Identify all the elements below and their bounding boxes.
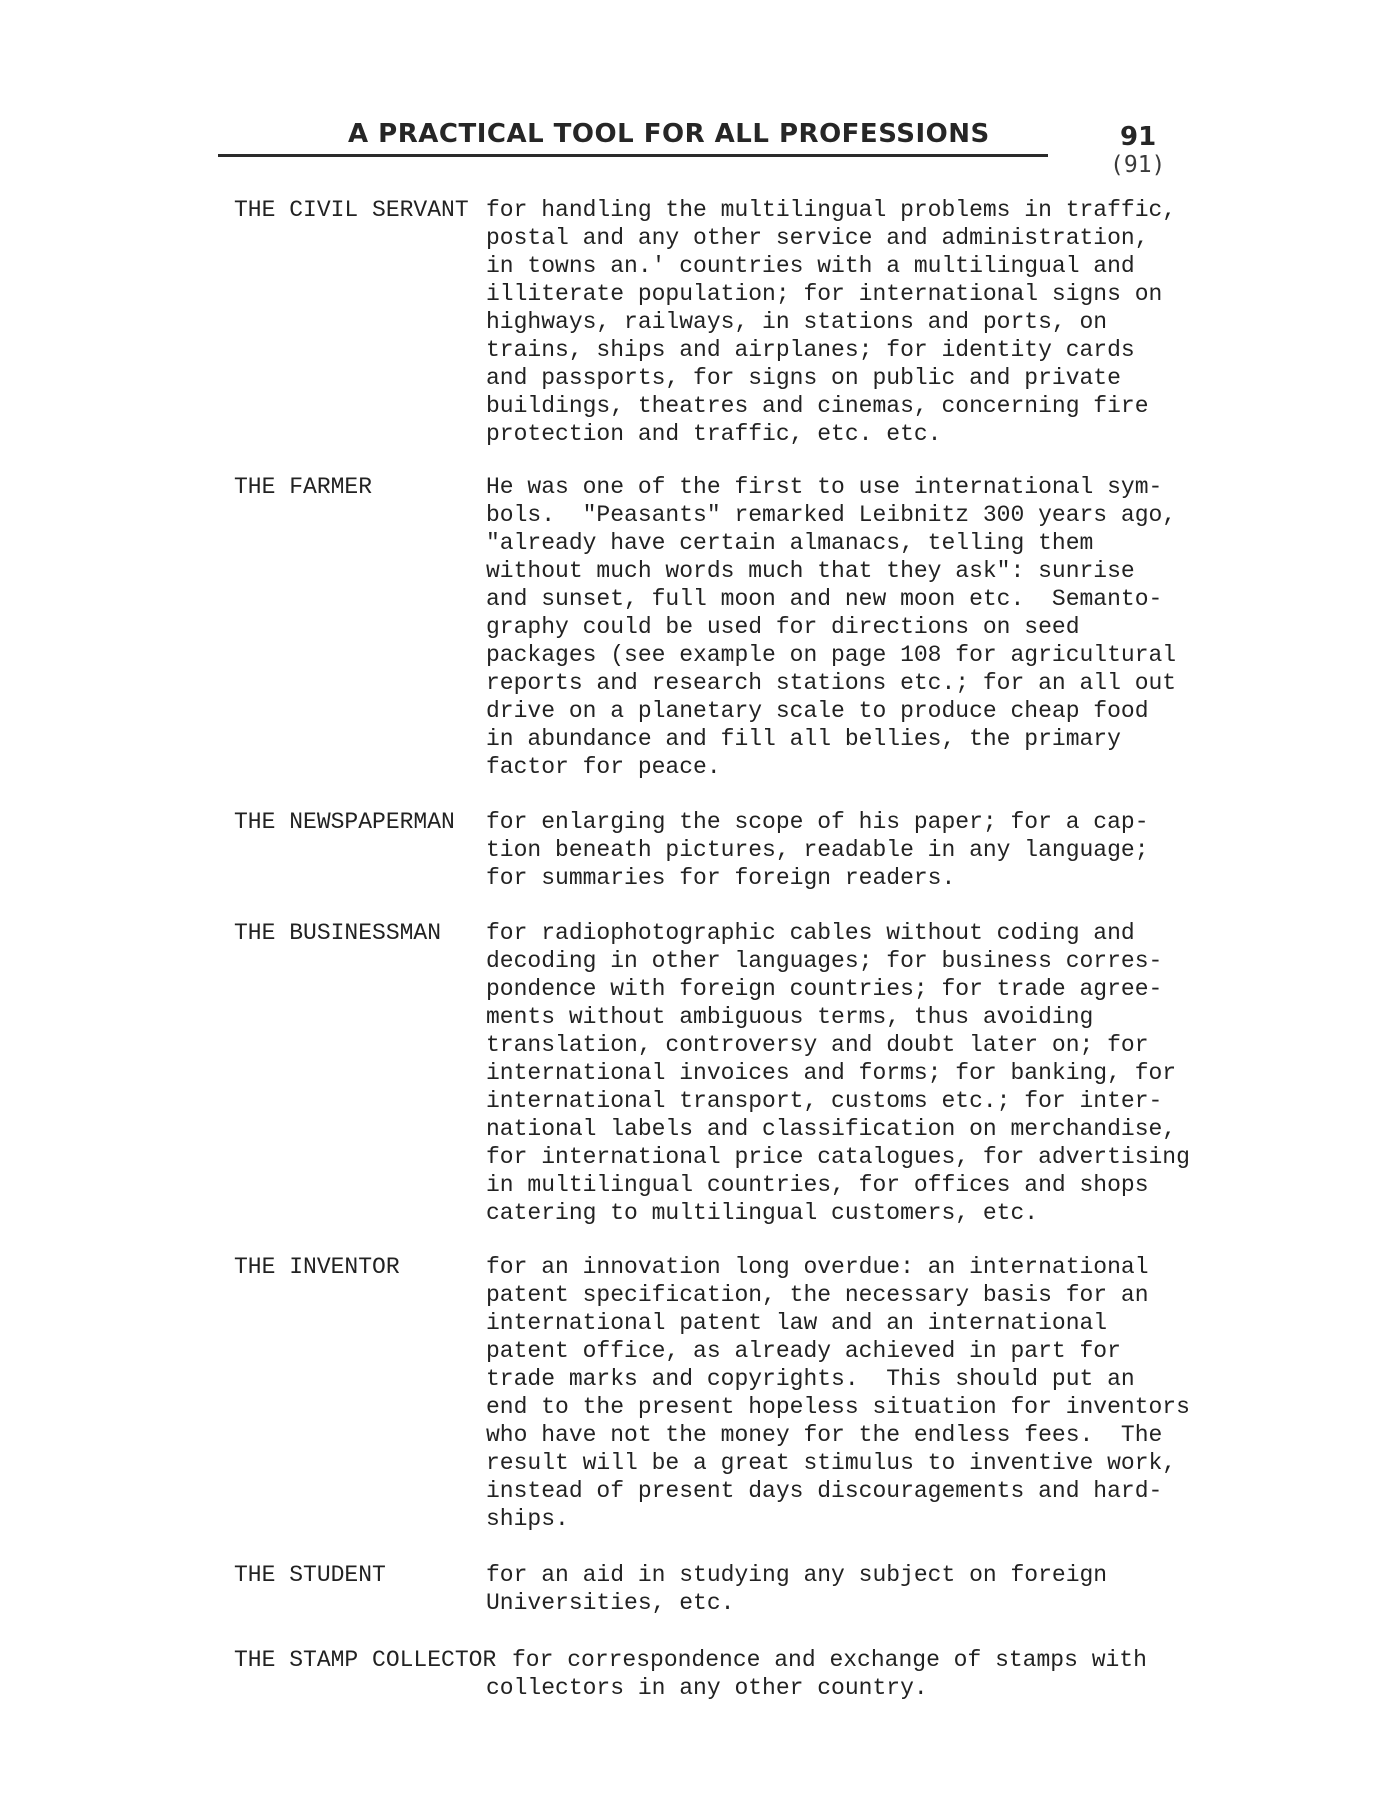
desc-line: who have not the money for the endless fees. The	[486, 1422, 1163, 1448]
desc-line: ships.	[486, 1506, 569, 1532]
desc-line: for enlarging the scope of his paper; for a cap-	[486, 809, 1149, 835]
desc-line: patent office, as already achieved in part for	[486, 1338, 1121, 1364]
desc-line: trains, ships and airplanes; for identity cards	[486, 337, 1135, 363]
desc-line: decoding in other languages; for business corres-	[486, 948, 1163, 974]
desc-line: tion beneath pictures, readable in any language;	[486, 837, 1149, 863]
desc-line: for an innovation long overdue: an international	[486, 1254, 1149, 1280]
desc-line: postal and any other service and administration,	[486, 225, 1149, 251]
running-head: A PRACTICAL TOOL FOR ALL PROFESSIONS	[348, 119, 990, 149]
desc-line: in towns an.' countries with a multilingual and	[486, 253, 1135, 279]
desc-line: factor for peace.	[486, 754, 721, 780]
entry-description	[486, 1561, 1107, 1617]
desc-line: in multilingual countries, for offices and shops	[486, 1172, 1149, 1198]
entry-term: THE STAMP COLLECTOR	[234, 1647, 497, 1673]
desc-line: without much words much that they ask": sunrise	[486, 558, 1135, 584]
desc-line: for radiophotographic cables without coding and	[486, 920, 1135, 946]
desc-line: He was one of the first to use international sym-	[486, 474, 1163, 500]
desc-line: drive on a planetary scale to produce cheap food	[486, 698, 1149, 724]
entry-description	[486, 808, 1149, 892]
desc-line: reports and research stations etc.; for an all out	[486, 670, 1177, 696]
entry-description	[486, 473, 1176, 781]
desc-line: end to the present hopeless situation for inventors	[486, 1394, 1190, 1420]
desc-line: buildings, theatres and cinemas, concerning fire	[486, 393, 1149, 419]
desc-line: illiterate population; for international signs on	[486, 281, 1163, 307]
desc-line: for handling the multilingual problems in traffic,	[486, 197, 1177, 223]
entry-term: THE STUDENT	[234, 1562, 386, 1588]
desc-line: for international price catalogues, for advertising	[486, 1144, 1190, 1170]
desc-line: for correspondence and exchange of stamps with	[512, 1647, 1147, 1673]
desc-line: collectors in any other country.	[486, 1675, 928, 1701]
desc-line: national labels and classification on merchandise,	[486, 1116, 1177, 1142]
desc-line: international patent law and an international	[486, 1310, 1108, 1336]
desc-line: instead of present days discouragements and hard-	[486, 1478, 1163, 1504]
desc-line: "already have certain almanacs, telling them	[486, 530, 1094, 556]
desc-line: in abundance and fill all bellies, the primary	[486, 726, 1121, 752]
entry-term: THE FARMER	[234, 474, 373, 500]
page-number-alt: (91)	[1110, 152, 1166, 178]
desc-line: for an aid in studying any subject on foreign	[486, 1562, 1108, 1588]
entry-description-first-line	[512, 1646, 1147, 1674]
desc-line: result will be a great stimulus to inventive work,	[486, 1450, 1177, 1476]
desc-line: ments without ambiguous terms, thus avoiding	[486, 1004, 1094, 1030]
desc-line: Universities, etc.	[486, 1590, 735, 1616]
entry-term: THE INVENTOR	[234, 1254, 400, 1280]
entry-term: THE BUSINESSMAN	[234, 920, 442, 946]
desc-line: highways, railways, in stations and ports, on	[486, 309, 1108, 335]
desc-line: and passports, for signs on public and private	[486, 365, 1121, 391]
entry-description	[486, 1674, 928, 1702]
desc-line: catering to multilingual customers, etc.	[486, 1200, 1039, 1226]
desc-line: and sunset, full moon and new moon etc. Semanto-	[486, 586, 1163, 612]
entry-description	[486, 919, 1190, 1227]
desc-line: pondence with foreign countries; for trade agree-	[486, 976, 1163, 1002]
header-rule	[218, 154, 1048, 157]
entry-term: THE CIVIL SERVANT	[234, 197, 469, 223]
entry-description	[486, 196, 1176, 448]
desc-line: patent specification, the necessary basis for an	[486, 1282, 1149, 1308]
desc-line: trade marks and copyrights. This should put an	[486, 1366, 1135, 1392]
desc-line: protection and traffic, etc. etc.	[486, 421, 942, 447]
entry-description	[486, 1253, 1190, 1533]
desc-line: international invoices and forms; for banking, for	[486, 1060, 1177, 1086]
desc-line: for summaries for foreign readers.	[486, 865, 956, 891]
desc-line: graphy could be used for directions on seed	[486, 614, 1080, 640]
desc-line: packages (see example on page 108 for agricultural	[486, 642, 1177, 668]
entry-term: THE NEWSPAPERMAN	[234, 809, 455, 835]
desc-line: international transport, customs etc.; for inter-	[486, 1088, 1163, 1114]
page-number: 91	[1120, 122, 1157, 152]
desc-line: bols. "Peasants" remarked Leibnitz 300 years ago,	[486, 502, 1177, 528]
desc-line: translation, controversy and doubt later on; for	[486, 1032, 1149, 1058]
